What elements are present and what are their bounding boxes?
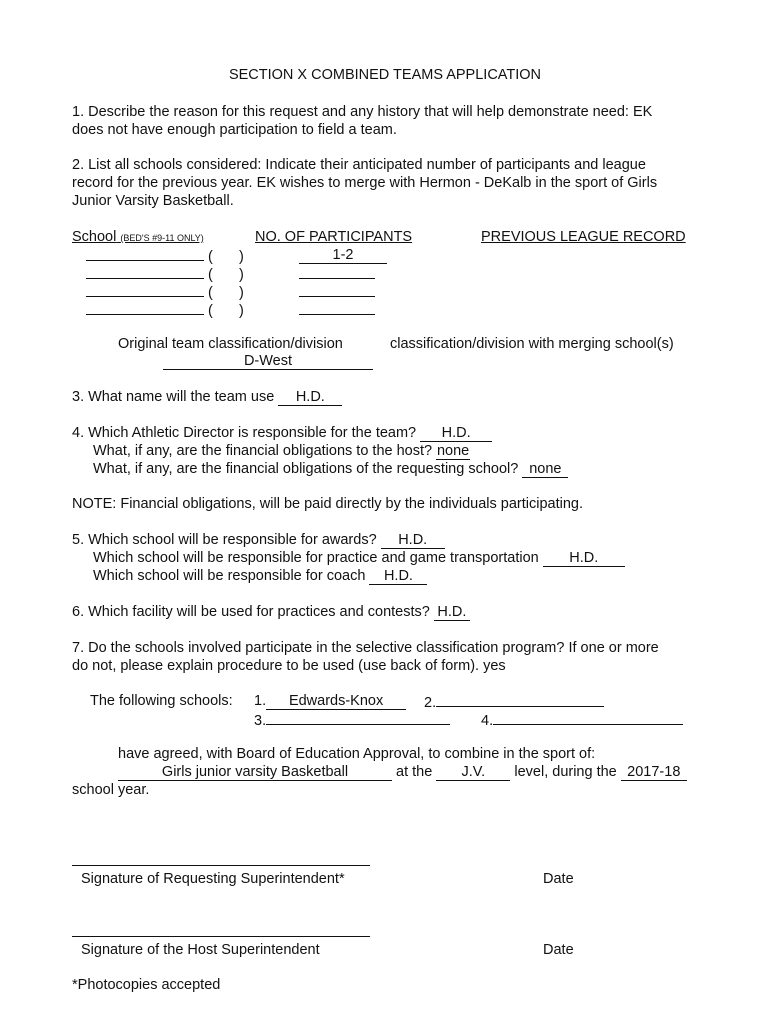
q2-line2: record for the previous year. EK wishes to merge with Hermon - DeKalb in the sport of Girls bbox=[72, 175, 658, 191]
table-header-school: School (BED'S #9-11 ONLY) bbox=[72, 229, 204, 245]
table-row: ( ) bbox=[86, 264, 244, 284]
host-signature-label: Signature of the Host Superintendent bbox=[81, 942, 320, 958]
school-name-field[interactable] bbox=[86, 264, 204, 279]
q1-line1: 1. Describe the reason for this request and any history that will help demonstrate need: EK bbox=[72, 104, 653, 120]
q4-line1: 4. Which Athletic Director is responsible for the team? H.D. bbox=[72, 424, 492, 442]
agreement-line1: have agreed, with Board of Education Approval, to combine in the sport of: bbox=[118, 746, 596, 762]
school-3-field[interactable] bbox=[266, 710, 450, 725]
q1-line2: does not have enough participation to field a team. bbox=[72, 122, 397, 138]
participants-field[interactable] bbox=[299, 300, 375, 320]
original-classification-field[interactable]: D-West bbox=[163, 352, 373, 370]
agreement-line2: Girls junior varsity Basketball at the J.V. level, during the 2017-18 bbox=[118, 763, 687, 781]
host-signature-line[interactable] bbox=[72, 936, 370, 937]
school-name-field[interactable] bbox=[86, 300, 204, 315]
table-row: ( ) bbox=[86, 246, 244, 266]
host-obligations-field[interactable]: none bbox=[436, 443, 470, 459]
date-label-1: Date bbox=[543, 871, 574, 887]
table-header-participants: NO. OF PARTICIPANTS bbox=[255, 229, 413, 245]
participants-field[interactable]: 1-2 bbox=[299, 246, 387, 264]
table-row: ( ) bbox=[86, 300, 244, 320]
q5-line2: Which school will be responsible for practice and game transportation H.D. bbox=[93, 549, 625, 567]
requesting-signature-label: Signature of Requesting Superintendent* bbox=[81, 871, 345, 887]
q5-line3: Which school will be responsible for coach H.D. bbox=[93, 567, 427, 585]
financial-note: NOTE: Financial obligations, will be paid directly by the individuals participating. bbox=[72, 496, 583, 512]
table-header-school-note: (BED'S #9-11 ONLY) bbox=[120, 233, 204, 243]
agreement-line3: school year. bbox=[72, 782, 150, 798]
q7-line2: do not, please explain procedure to be used (use back of form). yes bbox=[72, 658, 506, 674]
following-schools-label: The following schools: bbox=[90, 693, 233, 709]
school-2-field[interactable] bbox=[436, 692, 604, 707]
school-name-field[interactable] bbox=[86, 282, 204, 297]
q3: 3. What name will the team use H.D. bbox=[72, 388, 342, 406]
team-name-field[interactable]: H.D. bbox=[278, 390, 342, 406]
merging-classification-label: classification/division with merging school(s) bbox=[390, 336, 674, 352]
coach-field[interactable]: H.D. bbox=[369, 569, 427, 585]
table-header-record: PREVIOUS LEAGUE RECORD bbox=[481, 229, 686, 245]
q2-line3: Junior Varsity Basketball. bbox=[72, 193, 234, 209]
school-1-field[interactable]: Edwards-Knox bbox=[266, 694, 406, 710]
transportation-field[interactable]: H.D. bbox=[543, 551, 625, 567]
original-classification-label: Original team classification/division bbox=[118, 336, 343, 352]
requesting-obligations-field[interactable]: none bbox=[522, 462, 568, 478]
participants-field[interactable] bbox=[299, 282, 375, 302]
q7-line1: 7. Do the schools involved participate in the selective classification program? If one or more bbox=[72, 640, 659, 656]
athletic-director-field[interactable]: H.D. bbox=[420, 426, 492, 442]
following-school-3: 3. bbox=[254, 710, 450, 730]
school-4-field[interactable] bbox=[493, 710, 683, 725]
facility-field[interactable]: H.D. bbox=[434, 605, 470, 621]
q2-line1: 2. List all schools considered: Indicate their anticipated number of participants and league bbox=[72, 157, 646, 173]
q6: 6. Which facility will be used for practices and contests? H.D. bbox=[72, 603, 470, 621]
year-field[interactable]: 2017-18 bbox=[621, 765, 687, 781]
table-row: ( ) bbox=[86, 282, 244, 302]
awards-field[interactable]: H.D. bbox=[381, 533, 445, 549]
following-school-1: 1. Edwards-Knox bbox=[254, 692, 406, 710]
sport-field[interactable]: Girls junior varsity Basketball bbox=[118, 765, 392, 781]
level-field[interactable]: J.V. bbox=[436, 765, 510, 781]
participants-field[interactable] bbox=[299, 264, 375, 284]
school-name-field[interactable] bbox=[86, 246, 204, 261]
q4-line2: What, if any, are the financial obligations to the host? none bbox=[93, 443, 470, 459]
date-label-2: Date bbox=[543, 942, 574, 958]
q4-line3: What, if any, are the financial obligations of the requesting school? none bbox=[93, 460, 568, 478]
q5-line1: 5. Which school will be responsible for awards? H.D. bbox=[72, 531, 445, 549]
following-school-2: 2. bbox=[424, 692, 604, 712]
requesting-signature-line[interactable] bbox=[72, 865, 370, 866]
footnote: *Photocopies accepted bbox=[72, 977, 221, 993]
page-title: SECTION X COMBINED TEAMS APPLICATION bbox=[228, 67, 542, 83]
following-school-4: 4. bbox=[481, 710, 683, 730]
